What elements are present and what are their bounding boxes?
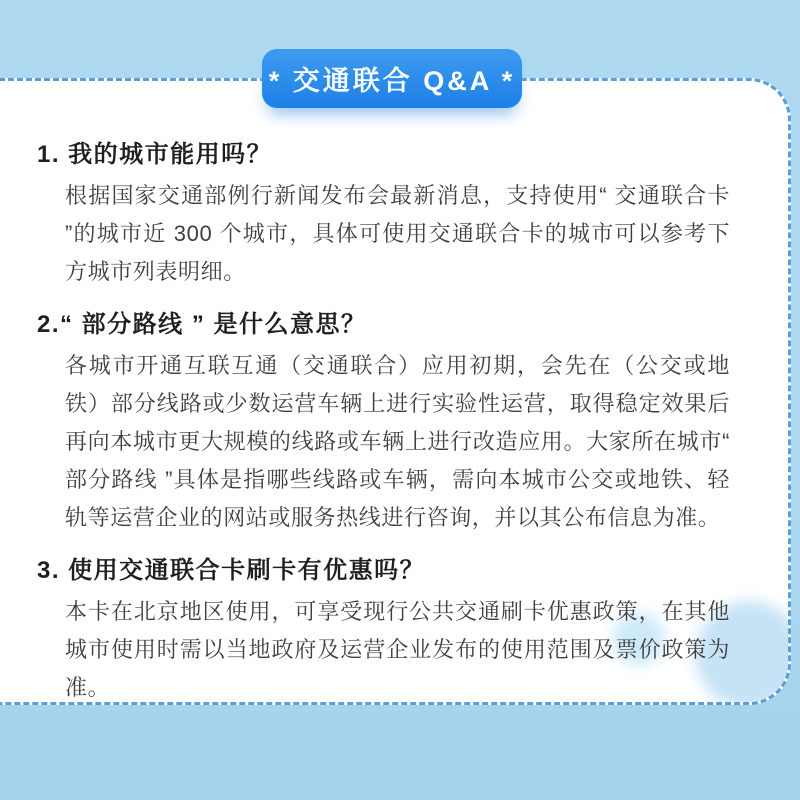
question-1-heading: 1. 我的城市能用吗？ [37,141,273,168]
answer-2-text: 各城市开通互联互通（交通联合）应用初期，会先在（公交或地铁）部分线路或少数运营车辆上进行实验性运营，取得稳定效果后再向本城市更大规模的线路或车辆上进行改造应用。大家所在城市“ 部分路线 ”具体是指哪些线路或车辆，需向本城市公交或地铁、轻轨等运营企业的网站或服务热线进行咨询，并以其公布信息为准。 [65,353,730,530]
qa-section-2 [37,308,742,537]
qa-section-3 [37,554,742,705]
answer-1-text: 根据国家交通部例行新闻发布会最新消息，支持使用“ 交通联合卡 ”的城市近 300 个城市，具体可使用交通联合卡的城市可以参考下方城市列表明细。 [65,183,730,284]
title-badge-label: * 交通联合 Q&A * [268,66,516,96]
question-3-heading: 3. 使用交通联合卡刷卡有优惠吗？ [37,557,426,584]
title-badge [262,49,522,108]
qa-card [0,78,791,705]
qa-content [0,81,788,705]
question-2-heading: 2.“ 部分路线 ” 是什么意思？ [37,311,367,338]
qa-section-1 [37,138,742,291]
answer-3-text: 本卡在北京地区使用，可享受现行公共交通刷卡优惠政策，在其他城市使用时需以当地政府及运营企业发布的使用范围及票价政策为准。 [65,599,730,700]
